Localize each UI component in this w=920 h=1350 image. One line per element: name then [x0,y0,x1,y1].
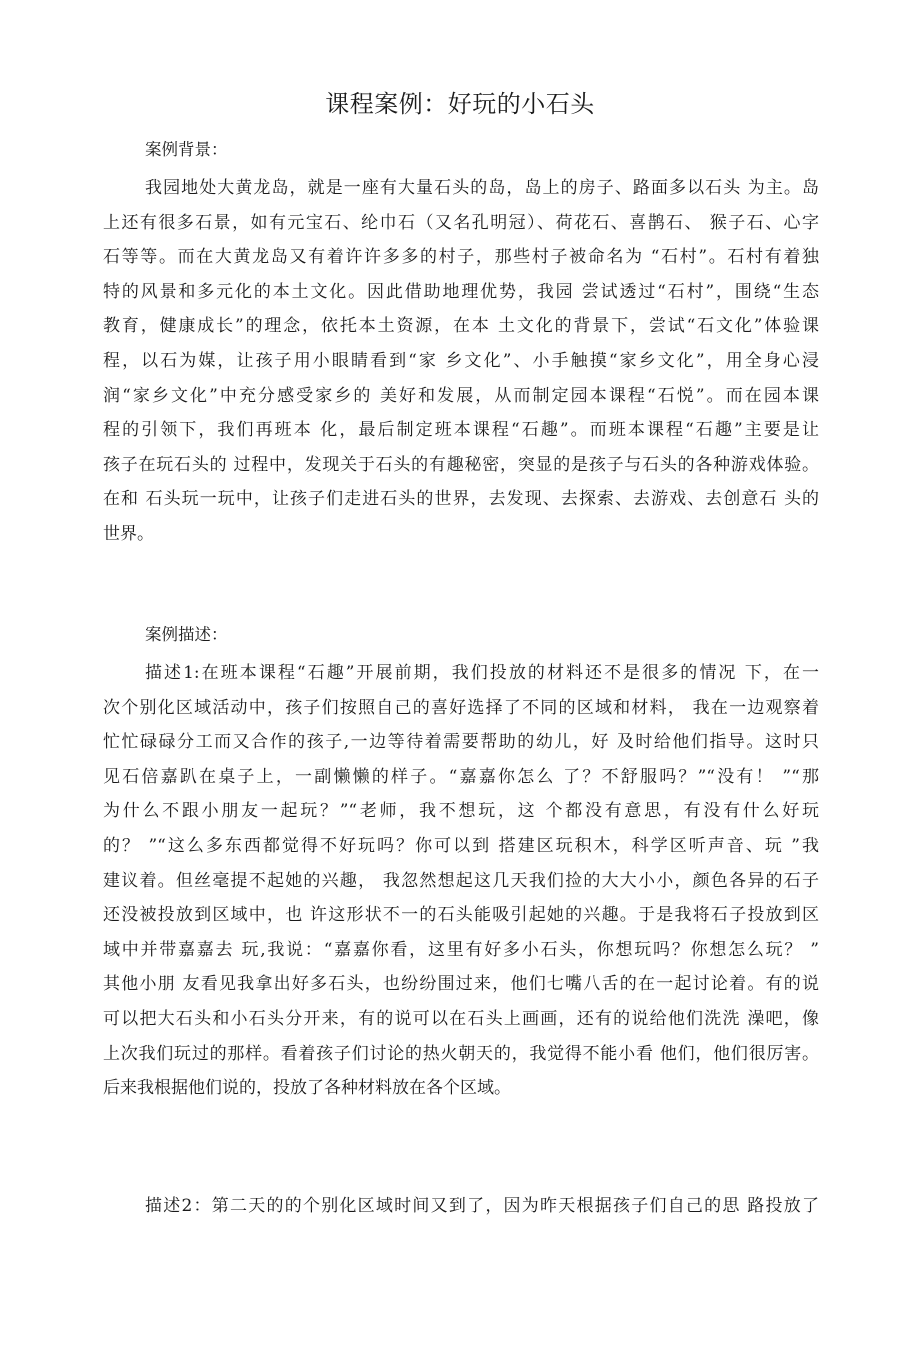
document-title: 课程案例：好玩的小石头 [325,90,595,118]
paragraph-line: 石等等。而在大黄龙岛又有着许许多多的村子，那些村子被命名为 “石村”。石村有着独 [103,247,819,268]
paragraph-line: 还没被投放到区域中，也 许这形状不一的石头能吸引起她的兴趣。于是我将石子投放到区 [103,905,819,926]
paragraph-line: 忙忙碌碌分工而又合作的孩子,一边等待着需要帮助的幼儿，好 及时给他们指导。这时只 [103,732,819,753]
paragraph-line: 润“家乡文化”中充分感受家乡的 美好和发展，从而制定园本课程“石悦”。而在园本课 [103,385,819,406]
description-2-paragraph [103,1189,819,1224]
paragraph-line: 教育，健康成长”的理念，依托本土资源，在本 土文化的背景下，尝试“石文化”体验课 [103,316,819,337]
paragraph-line: 上次我们玩过的那样。看着孩子们讨论的热火朝天的，我觉得不能小看 他们，他们很厉害。 [103,1043,819,1064]
paragraph-line: 域中并带嘉嘉去 玩,我说：“嘉嘉你看，这里有好多小石头，你想玩吗？你想怎么玩？ ” [103,939,819,960]
paragraph-line: 特的风景和多元化的本土文化。因此借助地理优势，我园 尝试透过“石村”，围绕“生态 [103,281,819,302]
paragraph-line: 描述2：第二天的的个别化区域时间又到了，因为昨天根据孩子们自己的思 路投放了 [145,1196,819,1216]
background-paragraph [103,171,819,552]
paragraph-line: 孩子在玩石头的 过程中，发现关于石头的有趣秘密，突显的是孩子与石头的各种游戏体验。 [103,454,819,475]
paragraph-line: 世界。 [103,523,154,544]
paragraph-line: 上还有很多石景，如有元宝石、纶巾石（又名孔明冠）、荷花石、喜鹊石、 猴子石、心字 [103,212,819,233]
paragraph-line: 后来我根据他们说的，投放了各种材料放在各个区域。 [103,1078,511,1099]
paragraph-line: 建议着。但丝毫提不起她的兴趣， 我忽然想起这几天我们捡的大大小小，颜色各异的石子 [103,870,819,891]
paragraph-line: 的？ ”“这么多东西都觉得不好玩吗？你可以到 搭建区玩积木，科学区听声音、玩 ”我 [103,835,819,856]
paragraph-line: 为什么不跟小朋友一起玩？”“老师，我不想玩，这 个都没有意思，有没有什么好玩 [103,801,819,822]
paragraph-line: 可以把大石头和小石头分开来，有的说可以在石头上画画，还有的说给他们洗洗 澡吧，像 [103,1008,819,1029]
paragraph-line: 程，以石为媒，让孩子用小眼睛看到“家 乡文化”、小手触摸“家乡文化”，用全身心浸 [103,350,819,371]
background-heading: 案例背景： [145,140,228,159]
paragraph-line: 描述1:在班本课程“石趣”开展前期，我们投放的材料还不是很多的情况 下，在一 [145,663,819,683]
paragraph-line: 在和 石头玩一玩中，让孩子们走进石头的世界，去发现、去探索、去游戏、去创意石 头的 [103,489,819,510]
description-heading: 案例描述： [145,625,228,644]
paragraph-line: 程的引领下，我们再班本 化，最后制定班本课程“石趣”。而班本课程“石趣”主要是让 [103,420,819,441]
paragraph-line: 我园地处大黄龙岛，就是一座有大量石头的岛，岛上的房子、路面多以石头 为主。岛 [145,178,819,198]
description-1-paragraph [103,656,819,1106]
paragraph-line: 其他小朋 友看见我拿出好多石头，也纷纷围过来，他们七嘴八舌的在一起讨论着。有的说 [103,974,819,995]
paragraph-line: 次个别化区域活动中，孩子们按照自己的喜好选择了不同的区域和材料， 我在一边观察着 [103,697,819,718]
paragraph-line: 见石倍嘉趴在桌子上，一副懒懒的样子。“嘉嘉你怎么 了？不舒服吗？”“没有！ ”“那 [103,766,819,787]
